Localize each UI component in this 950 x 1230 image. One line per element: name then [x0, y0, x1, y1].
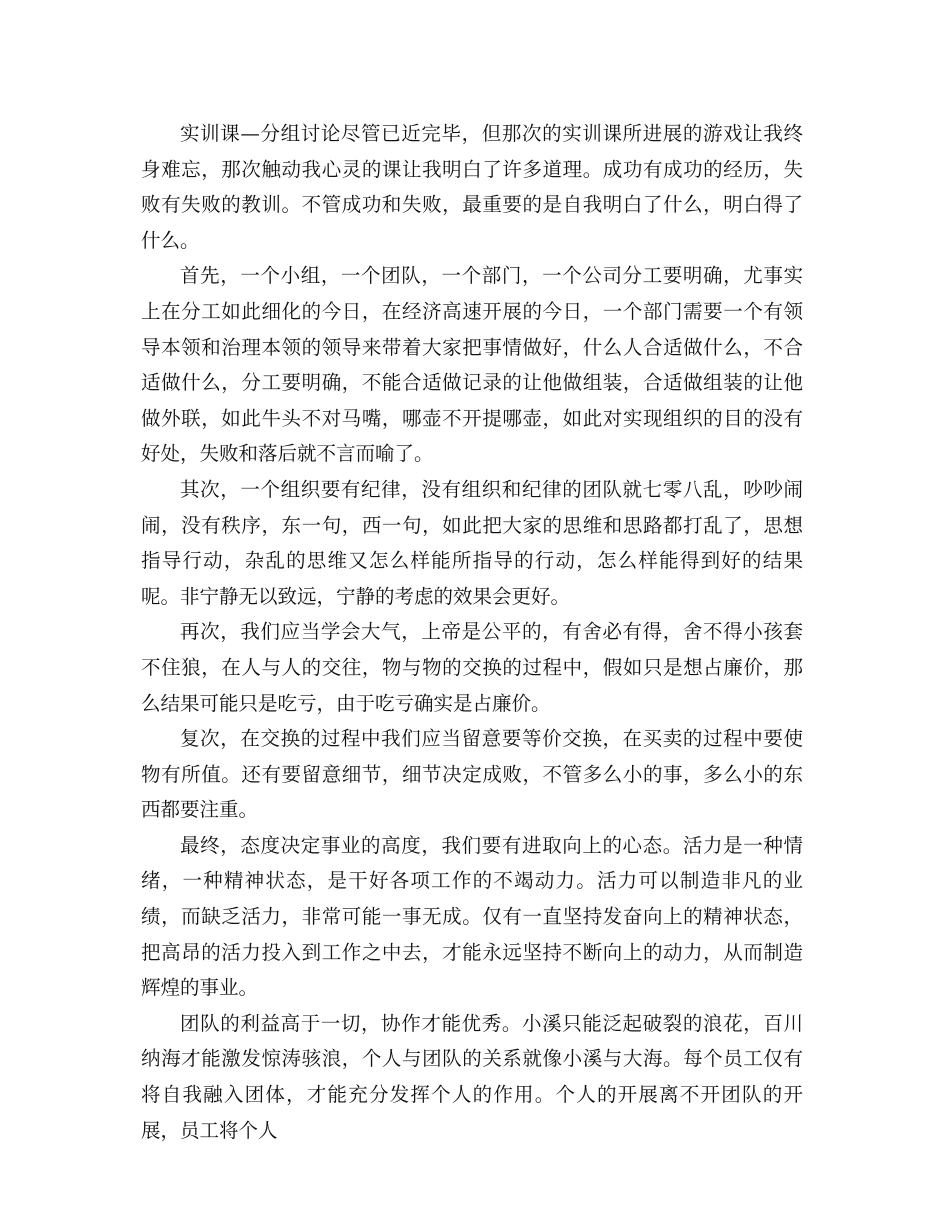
paragraph-5: 复次，在交换的过程中我们应当留意要等价交换，在买卖的过程中要使物有所值。还有要留意细节，细节决定成败，不管多么小的事，多么小的东西都要注重。: [141, 727, 803, 822]
paragraph-2: 首先，一个小组，一个团队，一个部门，一个公司分工要明确，尤事实上在分工如此细化的今日，在经济高速开展的今日，一个部门需要一个有领导本领和治理本领的领导来带着大家把事情做好，什么人合适做什么，不合适做什么，分工要明确，不能合适做记录的让他做组装，合适做组装的让他做外联，如此牛头不对马嘴，哪壶不开提哪壶，如此对实现组织的目的没有好处，失败和落后就不言而喻了。: [141, 264, 803, 466]
paragraph-7: 团队的利益高于一切，协作才能优秀。小溪只能泛起破裂的浪花，百川纳海才能激发惊涛骇浪，个人与团队的关系就像小溪与大海。每个员工仅有将自我融入团体，才能充分发挥个人的作用。个人的开展离不开团队的开展，员工将个人: [141, 1011, 803, 1142]
paragraph-1: 实训课—分组讨论尽管已近完毕，但那次的实训课所进展的游戏让我终身难忘，那次触动我心灵的课让我明白了许多道理。成功有成功的经历，失败有失败的教训。不管成功和失败，最重要的是自我明白了什么，明白得了什么。: [141, 122, 803, 252]
paragraph-6: 最终，态度决定事业的高度，我们要有进取向上的心态。活力是一种情绪，一种精神状态，是干好各项工作的不竭动力。活力可以制造非凡的业绩，而缺乏活力，非常可能一事无成。仅有一直坚持发奋向上的精神状态，把高昂的活力投入到工作之中去，才能永远坚持不断向上的动力，从而制造辉煌的事业。: [141, 833, 803, 1000]
paragraph-3: 其次，一个组织要有纪律，没有组织和纪律的团队就七零八乱，吵吵闹闹，没有秩序，东一句，西一句，如此把大家的思维和思路都打乱了，思想指导行动，杂乱的思维又怎么样能所指导的行动，怎么样能得到好的结果呢。非宁静无以致远，宁静的考虑的效果会更好。: [141, 477, 803, 608]
paragraph-4: 再次，我们应当学会大气，上帝是公平的，有舍必有得，舍不得小孩套不住狼，在人与人的交往，物与物的交换的过程中，假如只是想占廉价，那么结果可能只是吃亏，由于吃亏确实是占廉价。: [141, 620, 803, 715]
document-body: [141, 116, 803, 1148]
